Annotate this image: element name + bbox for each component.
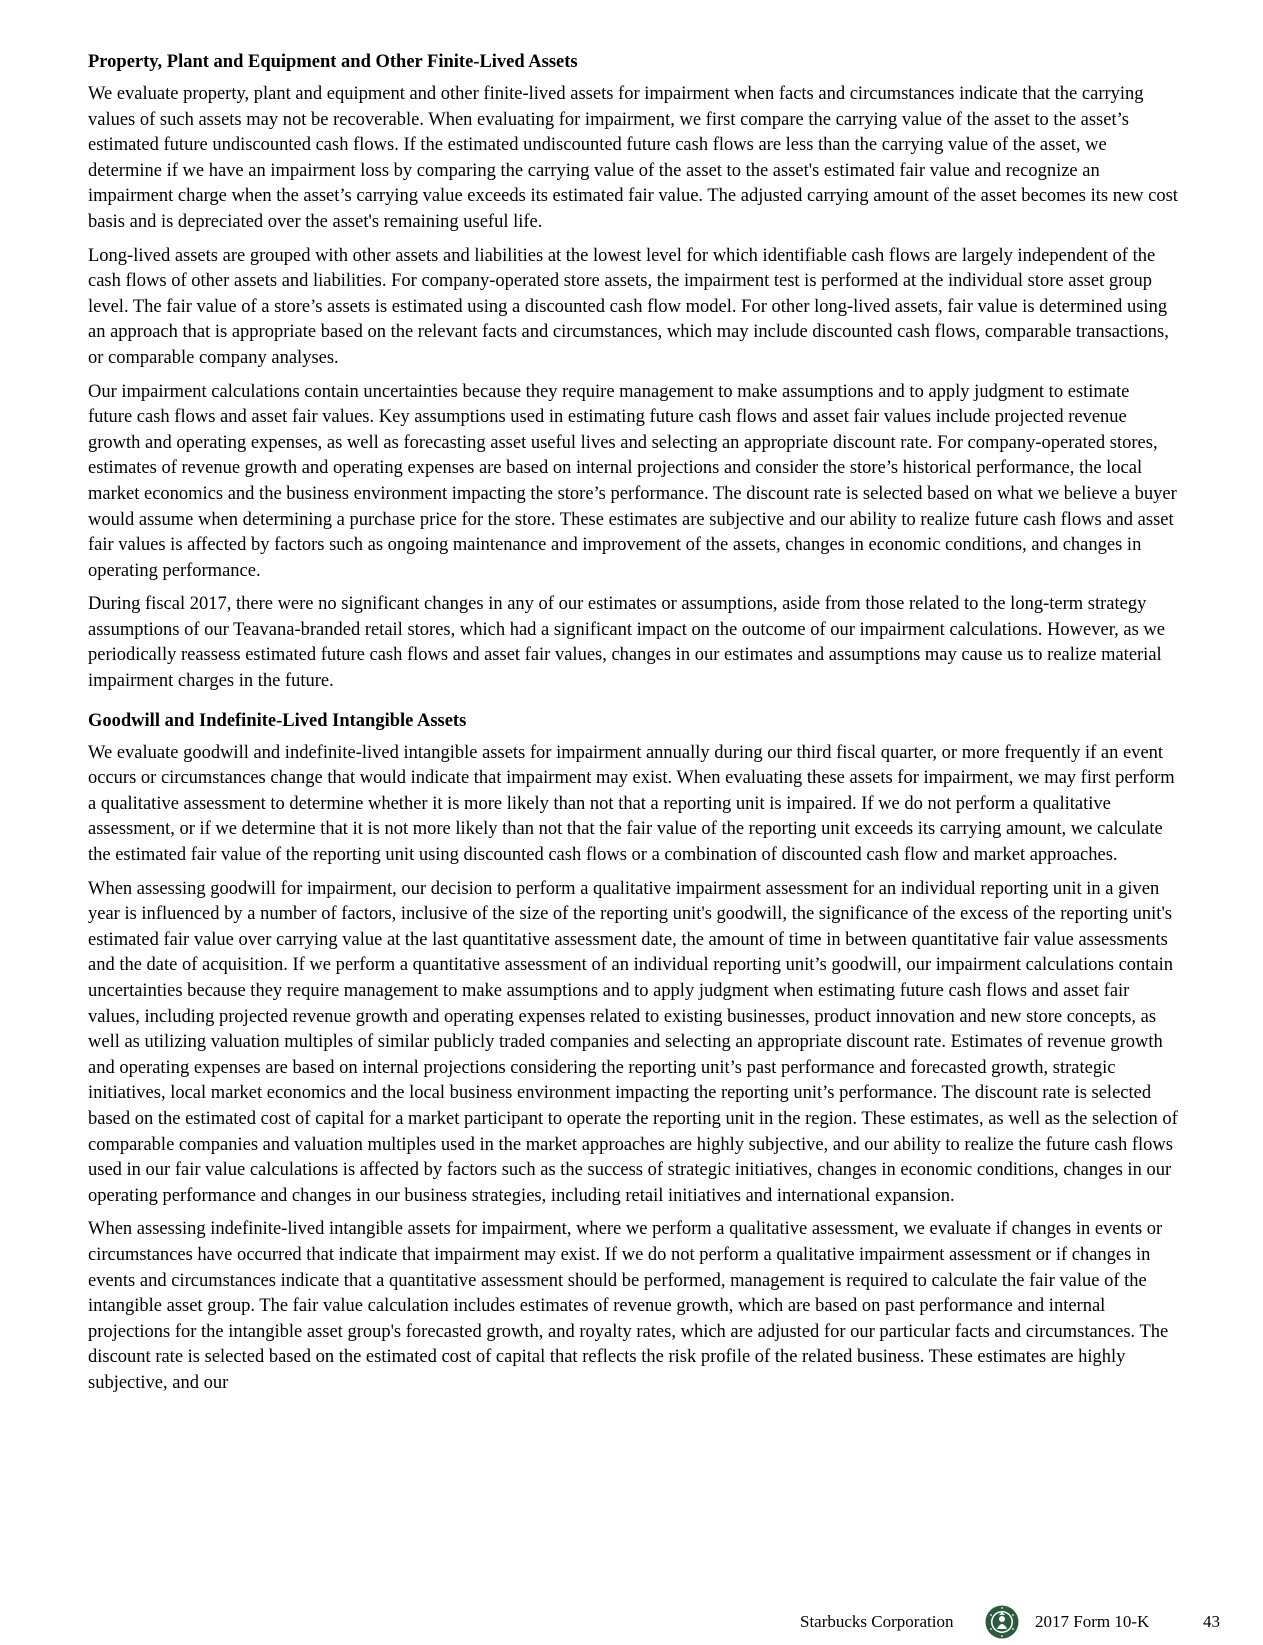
starbucks-logo-icon [985,1605,1019,1639]
footer-form-label: 2017 Form 10-K [1035,1612,1150,1631]
paragraph: When assessing indefinite-lived intangible assets for impairment, where we perform a qualitative assessment, we evaluate if changes in events or circumstances have occurred that indicate that impairment may exist. If we do not perform a qualitative impairment assessment or if changes in events and circumstances indicate that a quantitative assessment should be performed, management is required to calculate the fair value of the intangible asset group. The fair value calculation includes estimates of revenue growth, which are based on past performance and internal projections for the intangible asset group's forecasted growth, and royalty rates, which are adjusted for our particular facts and circumstances. The discount rate is selected based on the estimated cost of capital that reflects the risk profile of the related business. These estimates are highly subjective, and our [88,1219,1169,1393]
paragraph: During fiscal 2017, there were no significant changes in any of our estimates or assumptions, aside from those related to the long-term strategy assumptions of our Teavana-branded retail stores, which had a significant impact on the outcome of our impairment calculations. However, as we periodically reassess estimated future cash flows and asset fair values, changes in our estimates and assumptions may cause us to realize material impairment charges in the future. [88,594,1165,692]
page-number: 43 [1203,1612,1220,1631]
paragraph: When assessing goodwill for impairment, our decision to perform a qualitative impairment assessment for an individual reporting unit in a given year is influenced by a number of factors, inclusive of the size of the reporting unit's goodwill, the significance of the excess of the reporting unit's estimated fair value over carrying value at the last quantitative assessment date, the amount of time in between quantitative fair value assessments and the date of acquisition. If we perform a quantitative assessment of an individual reporting unit’s goodwill, our impairment calculations contain uncertainties because they require management to make assumptions and to apply judgment when estimating future cash flows and asset fair values, including projected revenue growth and operating expenses related to existing businesses, product innovation and new store concepts, as well as utilizing valuation multiples of similar publicly traded companies and selecting an appropriate discount rate. Estimates of revenue growth and operating expenses are based on internal projections considering the reporting unit’s past performance and forecasted growth, strategic initiatives, local market economics and the local business environment impacting the reporting unit’s performance. The discount rate is selected based on the estimated cost of capital for a market participant to operate the reporting unit in the region. These estimates, as well as the selection of comparable companies and valuation multiples used in the market approaches are highly subjective, and our ability to realize the future cash flows used in our fair value calculations is affected by factors such as the success of strategic initiatives, changes in economic conditions, changes in our operating performance and changes in our business strategies, including retail initiatives and international expansion. [88,878,1178,1206]
paragraph: We evaluate property, plant and equipment and other finite-lived assets for impairment when facts and circumstances indicate that the carrying values of such assets may not be recoverable. When evaluating for impairment, we first compare the carrying value of the asset to the asset’s estimated future undiscounted cash flows. If the estimated undiscounted future cash flows are less than the carrying value of the asset, we determine if we have an impairment loss by comparing the carrying value of the asset to the asset's estimated fair value and recognize an impairment charge when the asset’s carrying value exceeds its estimated fair value. The adjusted carrying amount of the asset becomes its new cost basis and is depreciated over the asset's remaining useful life. [88,84,1178,232]
paragraph: Long-lived assets are grouped with other assets and liabilities at the lowest level for which identifiable cash flows are largely independent of the cash flows of other assets and liabilities. For company-operated store assets, the impairment test is performed at the individual store asset group level. The fair value of a store’s assets is estimated using a discounted cash flow model. For other long-lived assets, fair value is determined using an approach that is appropriate based on the relevant facts and circumstances, which may include discounted cash flows, comparable transactions, or comparable company analyses. [88,245,1169,368]
footer-company: Starbucks Corporation [800,1612,954,1631]
document-body [88,50,1178,1405]
section-heading-goodwill: Goodwill and Indefinite-Lived Intangible Assets [88,710,467,731]
paragraph: We evaluate goodwill and indefinite-lived intangible assets for impairment annually during our third fiscal quarter, or more frequently if an event occurs or circumstances change that would indicate that impairment may exist. When evaluating these assets for impairment, we may first perform a qualitative assessment to determine whether it is more likely than not that a reporting unit is impaired. If we do not perform a qualitative assessment, or if we determine that it is not more likely than not that the fair value of the reporting unit exceeds its carrying amount, we calculate the estimated fair value of the reporting unit using discounted cash flows or a combination of discounted cash flow and market approaches. [88,742,1175,866]
paragraph: Our impairment calculations contain uncertainties because they require management to make assumptions and to apply judgment to estimate future cash flows and asset fair values. Key assumptions used in estimating future cash flows and asset fair values include projected revenue growth and operating expenses, as well as forecasting asset useful lives and selecting an appropriate discount rate. For company-operated stores, estimates of revenue growth and operating expenses are based on internal projections and consider the store’s historical performance, the local market economics and the business environment impacting the store’s performance. The discount rate is selected based on what we believe a buyer would assume when determining a purchase price for the store. These estimates are subjective and our ability to realize future cash flows and asset fair values is affected by factors such as ongoing maintenance and improvement of the assets, changes in economic conditions, and changes in operating performance. [88,381,1177,581]
section-heading-ppe: Property, Plant and Equipment and Other Finite-Lived Assets [88,52,578,72]
page-footer [0,1604,1263,1644]
